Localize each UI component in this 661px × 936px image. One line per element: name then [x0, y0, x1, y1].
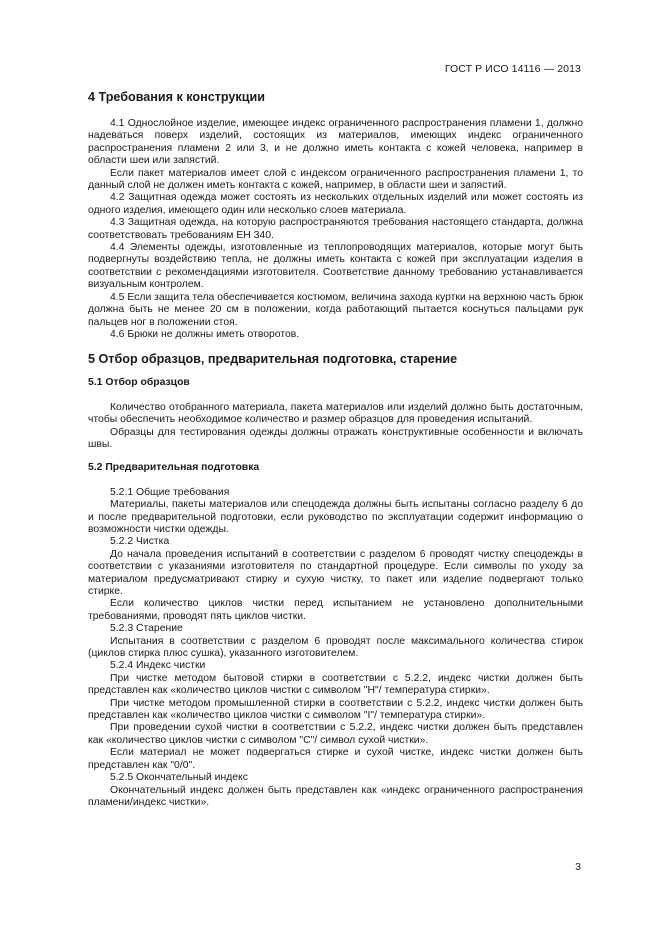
paragraph-5-2-1: Материалы, пакеты материалов или спецодежда должны быть испытаны согласно разделу 6 до и после предварительной подготовки, если руководство по эксплуатации содержит информацию о возможности чистки одежды. [88, 499, 583, 535]
paragraph-5-2-3: Испытания в соответствии с разделом 6 проводят после максимального количества стирок (циклов стирка плюс сушка), указанного изготовителем. [88, 635, 583, 660]
paragraph-4-1: 4.1 Однослойное изделие, имеющее индекс ограниченного распространения пламени 1, должно надеваться поверх изделий, состоящих из материалов, имеющих индекс ограниченного распространения пламени 2 или 3, и не должно иметь контакта с кожей человека, например в области шеи или запястий. [88, 118, 583, 167]
paragraph-5-2-4-title: 5.2.4 Индекс чистки [110, 660, 206, 672]
subsection-5-2-title: 5.2 Предварительная подготовка [88, 462, 260, 474]
paragraph-5-2-3-title: 5.2.3 Старение [110, 623, 183, 635]
section-4-title: 4 Требования к конструкции [88, 90, 265, 104]
paragraph-5-2-5: Окончательный индекс должен быть представлен как «индекс ограниченного распространения пламени/индекс чистки». [88, 784, 583, 808]
paragraph-5-2-2b: Если количество циклов чистки перед испытанием не установлено дополнительными требованиями, проводят пять циклов чистки. [88, 598, 583, 622]
paragraph-5-2-4c: При проведении сухой чистки в соответствии с 5.2.2, индекс чистки должен быть представлен как «количество циклов чистки с символом "C"/ символ сухой чистки». [88, 722, 583, 746]
paragraph-5-2-4b: При чистке методом промышленной стирки в соответствии с 5.2.2, индекс чистки должен быть представлен как «количество циклов чистки с символом "I"/ температура стирки». [88, 697, 583, 722]
paragraph-5-2-1-title: 5.2.1 Общие требования [110, 486, 230, 498]
subsection-5-1-title: 5.1 Отбор образцов [88, 377, 190, 389]
document-body [88, 90, 583, 809]
paragraph-5-1b: Образцы для тестирования одежды должны отражать конструктивные особенности и включать швы. [88, 426, 583, 450]
paragraph-4-3: 4.3 Защитная одежда, на которую распространяются требования настоящего стандарта, должна соответствовать требованиям ЕН 340. [88, 217, 583, 241]
paragraph-5-2-2-title: 5.2.2 Чистка [110, 536, 170, 548]
paragraph-5-1a: Количество отобранного материала, пакета материалов или изделий должно быть достаточным, чтобы обеспечить необходимое количество и размер образцов для проведения испытаний. [88, 401, 583, 426]
page-number: 3 [575, 861, 581, 873]
paragraph-5-2-4a: При чистке методом бытовой стирки в соответствии с 5.2.2, индекс чистки должен быть представлен как «количество циклов чистки с символом "H"/ температура стирки». [88, 672, 583, 697]
paragraph-5-2-4d: Если материал не может подвергаться стирке и сухой чистке, индекс чистки должен быть представлен как "0/0". [88, 747, 583, 771]
document-header: ГОСТ Р ИСО 14116 — 2013 [444, 63, 581, 75]
section-5-title: 5 Отбор образцов, предварительная подготовка, старение [88, 352, 458, 367]
paragraph-4-2: 4.2 Защитная одежда может состоять из нескольких отдельных изделий или может состоять из одного изделия, имеющего один или несколько слоев материала. [88, 192, 583, 216]
paragraph-5-2-5-title: 5.2.5 Окончательный индекс [110, 772, 248, 784]
paragraph-5-2-2a: До начала проведения испытаний в соответствии с разделом 6 проводят чистку спецодежды в соответствии с указаниями изготовителя по стандартной процедуре. Если символы по уходу за материалом предусматривают стирку и сухую чистку, то пакет или изделие подвергают только стирке. [88, 548, 583, 597]
paragraph-4-5: 4.5 Если защита тела обеспечивается костюмом, величина захода куртки на верхнюю часть брюк должна быть не менее 20 см в положении, когда работающий пытается коснуться пальцами рук пальцев ног в положении стоя. [88, 291, 583, 328]
paragraph-4-4: 4.4 Элементы одежды, изготовленные из теплопроводящих материалов, которые могут быть подвергнуты воздействию тепла, не должны иметь контакта с кожей при эксплуатации изделия в соответствии с рекомендациями изготовителя. Соответствие данному требованию устанавливается визуальным контролем. [88, 242, 583, 291]
paragraph-4-1b: Если пакет материалов имеет слой с индексом ограниченного распространения пламени 1, то данный слой не должен иметь контакта с кожей, например, в области шеи и запястий. [88, 167, 583, 192]
paragraph-4-6: 4.6 Брюки не должны иметь отворотов. [110, 328, 300, 340]
